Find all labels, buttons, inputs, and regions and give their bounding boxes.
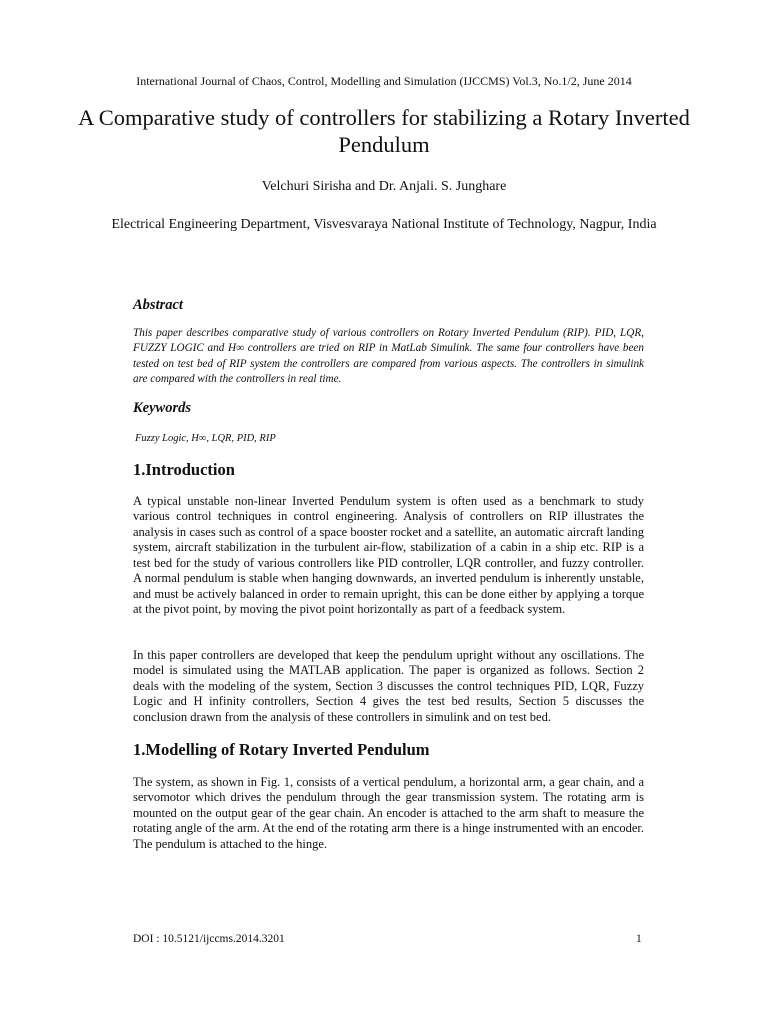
keywords-heading: Keywords — [133, 400, 191, 416]
paper-title: A Comparative study of controllers for stabilizing a Rotary Inverted Pendulum — [78, 105, 690, 157]
authors: Velchuri Sirisha and Dr. Anjali. S. Junghare — [261, 179, 507, 194]
affiliation: Electrical Engineering Department, Visvesvaraya National Institute of Technology, Nagpur, India — [111, 217, 657, 232]
modelling-heading: 1.Modelling of Rotary Inverted Pendulum — [133, 740, 430, 759]
page-number: 1 — [636, 933, 642, 945]
abstract-heading: Abstract — [133, 297, 183, 313]
introduction-paragraph-2: In this paper controllers are developed that keep the pendulum upright without any oscillations. The model is simulated using the MATLAB application. The paper is organized as follows. Section 2 deals with the modeling of the system, Section 3 discusses the control techniques PID, LQR, Fuzzy Logic and H infinity controllers, Section 4 gives the test bed results, Section 5 discusses the conclusion drawn from the analysis of these controllers in simulink and on test bed. — [133, 648, 644, 724]
introduction-heading: 1.Introduction — [133, 460, 235, 479]
introduction-paragraph-1: A typical unstable non-linear Inverted Pendulum system is often used as a benchmark to study various control techniques in control engineering. Analysis of controllers on RIP illustrates the analysis in cases such as control of a space booster rocket and a satellite, an automatic aircraft landing system, aircraft stabilization in the turbulent air-flow, stabilization of a cabin in a ship etc. RIP is a test bed for the study of various controllers like PID controller, LQR controller, and fuzzy controller. A normal pendulum is stable when hanging downwards, an inverted pendulum is inherently unstable, and must be actively balanced in order to remain upright, this can be done either by applying a torque at the pivot point, by moving the pivot point horizontally as part of a feedback system. — [133, 494, 644, 617]
modelling-paragraph-1: The system, as shown in Fig. 1, consists of a vertical pendulum, a horizontal arm, a gear chain, and a servomotor which drives the pendulum through the gear transmission system. The rotating arm is mounted on the output gear of the gear chain. An encoder is attached to the arm shaft to measure the rotating angle of the arm. At the end of the rotating arm there is a hinge instrumented with an encoder. The pendulum is attached to the hinge. — [133, 775, 644, 851]
keywords-text: Fuzzy Logic, H∞, LQR, PID, RIP — [135, 433, 276, 444]
footer-doi: DOI : 10.5121/ijccms.2014.3201 — [133, 933, 285, 945]
journal-header: International Journal of Chaos, Control, Modelling and Simulation (IJCCMS) Vol.3, No.1/2, June 2014 — [136, 74, 632, 88]
abstract-text: This paper describes comparative study of various controllers on Rotary Inverted Pendulum (RIP). PID, LQR, FUZZY LOGIC and H∞ controllers are tried on RIP in MatLab Simulink. The same four controllers have been tested on test bed of RIP system the controllers are compared from various aspects. The controllers in simulink are compared with the controllers in real time. — [133, 327, 644, 385]
